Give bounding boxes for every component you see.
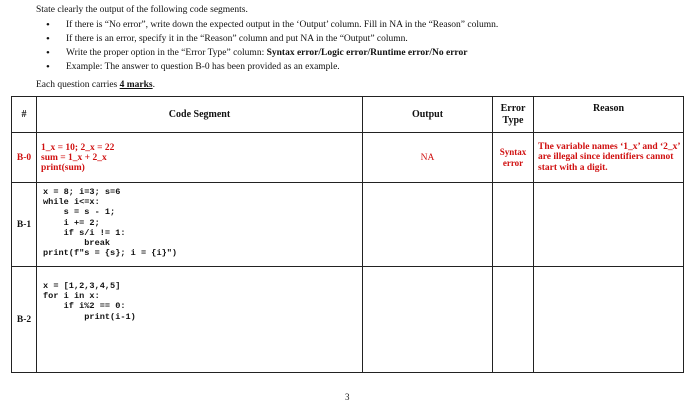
table-row <box>12 183 684 267</box>
marks-prefix: Each question carries <box>36 80 120 90</box>
instruction-list <box>46 18 498 74</box>
question-table <box>11 96 684 373</box>
code-segment <box>37 133 363 183</box>
instruction-item: • If there is “No error”, write down the expected output in the ‘Output’ column. Fill in NA in the “Reason” column. <box>46 18 498 32</box>
marks-suffix: . <box>152 80 155 90</box>
header-output: Output <box>363 97 493 133</box>
output-cell[interactable] <box>363 183 493 267</box>
header-error-type-label: Error Type <box>500 102 526 126</box>
error-type-cell[interactable] <box>493 183 534 267</box>
header-error-type <box>493 97 534 133</box>
instruction-item: • If there is an error, specify it in the “Reason” column and put NA in the “Output” column. <box>46 32 498 46</box>
instruction-text: Write the proper option in the “Error Type” column: <box>66 48 267 58</box>
header-row <box>12 97 684 133</box>
row-id: B-1 <box>12 183 37 267</box>
row-id: B-2 <box>12 267 37 373</box>
instruction-item: • Example: The answer to question B-0 has been provided as an example. <box>46 60 498 74</box>
table-row <box>12 133 684 183</box>
output-cell[interactable] <box>363 267 493 373</box>
instructions-intro: State clearly the output of the following code segments. <box>36 5 248 15</box>
error-type-cell[interactable] <box>493 267 534 373</box>
header-code: Code Segment <box>37 97 363 133</box>
header-reason-label: Reason <box>592 103 625 114</box>
header-reason <box>534 97 684 133</box>
error-type-options: Syntax error/Logic error/Runtime error/No error <box>266 48 468 58</box>
code-segment: x = 8; i=3; s=6 while i<=x: s = s - 1; i += 2; if s/i != 1: break print(f"s = {s}; i = {i}") <box>37 183 363 267</box>
marks-note <box>36 80 155 90</box>
reason-cell[interactable] <box>534 183 684 267</box>
code-segment: x = [1,2,3,4,5] for i in x: if i%2 == 0: print(i-1) <box>37 267 363 373</box>
header-num: # <box>12 97 37 133</box>
reason-cell: The variable names ‘1_x’ and ‘2_x’ are illegal since identifiers cannot start with a digit. <box>534 133 684 183</box>
table-row <box>12 267 684 373</box>
code-text: 1_x = 10; 2_x = 22 sum = 1_x + 2_x print(sum) <box>41 142 115 173</box>
error-type-cell: Syntax error <box>493 133 534 183</box>
output-cell: NA <box>363 133 493 183</box>
page-number: 3 <box>345 392 350 402</box>
instruction-item <box>46 46 498 60</box>
reason-cell[interactable] <box>534 267 684 373</box>
row-id: B-0 <box>12 133 37 183</box>
marks-value: 4 marks <box>119 80 153 90</box>
